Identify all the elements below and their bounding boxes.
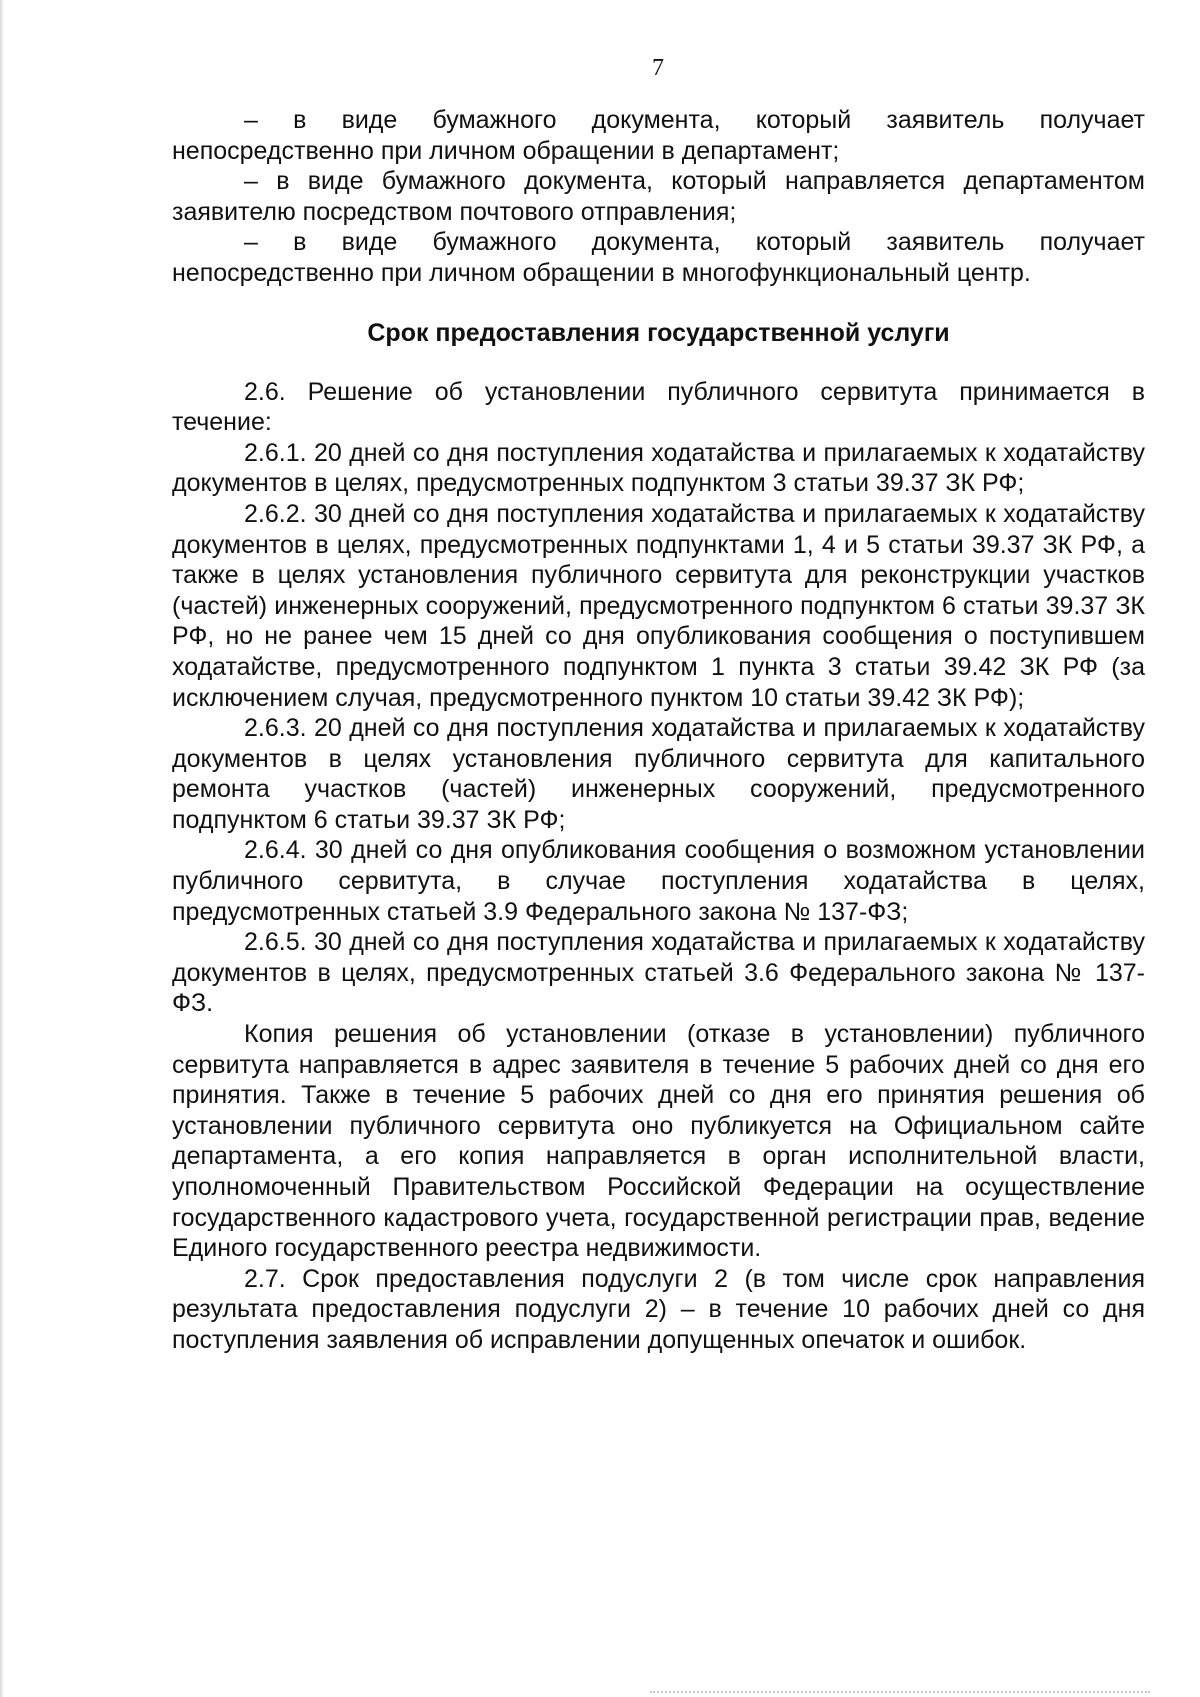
paragraph: 2.6.1. 20 дней со дня поступления ходатайства и прилагаемых к ходатайству документов в целях, предусмотренных подпунктом 3 статьи 39.37 ЗК РФ;: [172, 438, 1145, 498]
page-number: 7: [652, 55, 664, 81]
paragraph: 2.6.4. 30 дней со дня опубликования сообщения о возможном установлении публичного сервитута, в случае поступления ходатайства в целях, предусмотренных статьей 3.9 Федерального закона № 137-ФЗ;: [172, 836, 1145, 926]
section-heading: Срок предоставления государственной услуги: [367, 318, 950, 347]
paragraph: 2.6.5. 30 дней со дня поступления ходатайства и прилагаемых к ходатайству документов в целях, предусмотренных статьей 3.6 Федерального закона № 137-ФЗ.: [172, 928, 1145, 1018]
paragraph: 2.6. Решение об установлении публичного сервитута принимается в течение:: [172, 377, 1145, 437]
paragraph: – в виде бумажного документа, который заявитель получает непосредственно при личном обращении в многофункциональный центр.: [172, 228, 1145, 287]
page-number-area: [0, 54, 1200, 84]
paragraph: 2.7. Срок предоставления подуслуги 2 (в том числе срок направления результата предоставления подуслуги 2) – в течение 10 рабочих дней со дня поступления заявления об исправлении допущенных опечаток и ошибок.: [172, 1264, 1145, 1354]
scan-edge-left: [0, 0, 4, 1697]
paragraph: 2.6.3. 20 дней со дня поступления ходатайства и прилагаемых к ходатайству документов в целях установления публичного сервитута для капитального ремонта участков (частей) инженерных сооружений, предусмотренного подпунктом 6 статьи 39.37 ЗК РФ;: [172, 714, 1145, 834]
scan-edge-bottom: [650, 1691, 1150, 1695]
paragraph: – в виде бумажного документа, который направляется департаментом заявителю посредством почтового отправления;: [172, 167, 1145, 226]
paragraph: Копия решения об установлении (отказе в установлении) публичного сервитута направляется в адрес заявителя в течение 5 рабочих дней со дня его принятия. Также в течение 5 рабочих дней со дня его принятия решения об установлении публичного сервитута оно публикуется на Официальном сайте департамента, а его копия направляется в орган исполнительной власти, уполномоченный Правительством Российской Федерации на осуществление государственного кадастрового учета, государственной регистрации прав, ведение Единого государственного реестра недвижимости.: [172, 1020, 1145, 1263]
document-body: [172, 105, 1145, 1356]
paragraph: 2.6.2. 30 дней со дня поступления ходатайства и прилагаемых к ходатайству документов в целях, предусмотренных подпунктами 1, 4 и 5 статьи 39.37 ЗК РФ, а также в целях установления публичного сервитута для реконструкции участков (частей) инженерных сооружений, предусмотренного подпунктом 6 статьи 39.37 ЗК РФ, но не ранее чем 15 дней со дня опубликования сообщения о поступившем ходатайстве, предусмотренного подпунктом 1 пункта 3 статьи 39.42 ЗК РФ (за исключением случая, предусмотренного пунктом 10 статьи 39.42 ЗК РФ);: [172, 499, 1145, 712]
paragraph: – в виде бумажного документа, который заявитель получает непосредственно при личном обращении в департамент;: [172, 106, 1145, 165]
